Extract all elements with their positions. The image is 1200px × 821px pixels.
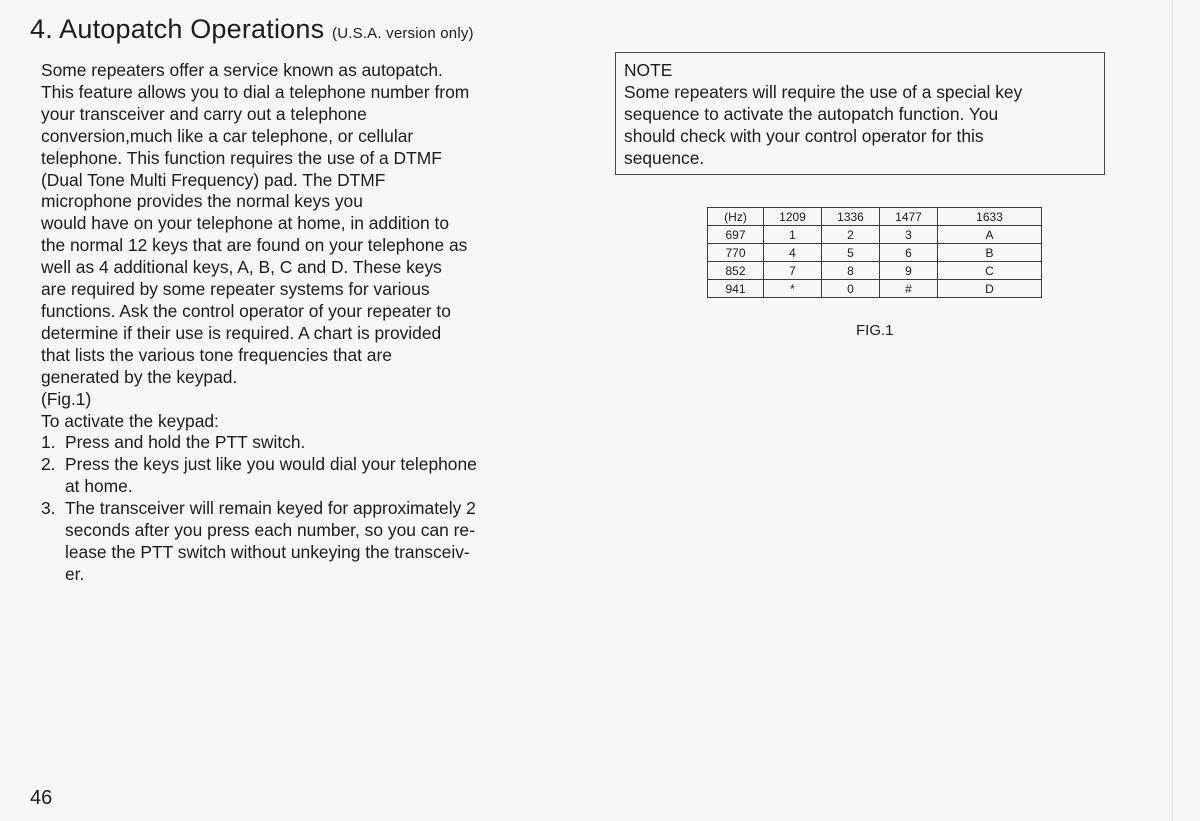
dtmf-row-frequency: 697 bbox=[708, 226, 764, 244]
step-item bbox=[41, 454, 561, 498]
intro-line: that lists the various tone frequencies that are bbox=[41, 344, 392, 365]
intro-line: (Fig.1) bbox=[41, 388, 92, 409]
step-text-line: Press and hold the PTT switch. bbox=[65, 432, 306, 453]
intro-line: microphone provides the normal keys you bbox=[41, 191, 363, 212]
section-title: Autopatch Operations bbox=[59, 14, 325, 44]
dtmf-key-cell: 6 bbox=[880, 244, 938, 262]
dtmf-key-cell: 4 bbox=[764, 244, 822, 262]
intro-line: telephone. This function requires the use of a DTMF bbox=[41, 147, 442, 168]
intro-line: This feature allows you to dial a telephone number from bbox=[41, 81, 470, 102]
step-text-line: seconds after you press each number, so you can re- bbox=[65, 520, 475, 541]
dtmf-row-frequency: 770 bbox=[708, 244, 764, 262]
section-number: 4. bbox=[30, 14, 53, 44]
dtmf-key-cell: # bbox=[880, 280, 938, 298]
dtmf-key-cell: 9 bbox=[880, 262, 938, 280]
step-text-line: lease the PTT switch without unkeying the transceiv- bbox=[65, 541, 470, 562]
dtmf-header-cell: 1209 bbox=[764, 208, 822, 226]
steps-list bbox=[41, 432, 561, 585]
intro-line: (Dual Tone Multi Frequency) pad. The DTMF bbox=[41, 169, 386, 190]
section-heading bbox=[30, 14, 474, 45]
intro-line: would have on your telephone at home, in addition to bbox=[41, 213, 450, 234]
page-edge-line bbox=[1172, 0, 1173, 821]
intro-line: To activate the keypad: bbox=[41, 410, 219, 431]
dtmf-header-cell: 1477 bbox=[880, 208, 938, 226]
section-subtitle: (U.S.A. version only) bbox=[332, 25, 474, 42]
note-text bbox=[624, 81, 1096, 169]
dtmf-header-cell: 1336 bbox=[822, 208, 880, 226]
step-text-line: Press the keys just like you would dial your telephone bbox=[65, 454, 477, 475]
dtmf-key-cell: 8 bbox=[822, 262, 880, 280]
dtmf-row bbox=[708, 226, 1042, 244]
dtmf-key-cell: 7 bbox=[764, 262, 822, 280]
intro-line: determine if their use is required. A chart is provided bbox=[41, 322, 442, 343]
dtmf-header-cell: 1633 bbox=[938, 208, 1042, 226]
intro-line: your transceiver and carry out a telephone bbox=[41, 103, 367, 124]
intro-line: well as 4 additional keys, A, B, C and D. These keys bbox=[41, 257, 442, 278]
note-line: sequence. bbox=[624, 148, 705, 168]
intro-line: the normal 12 keys that are found on your telephone as bbox=[41, 235, 468, 256]
note-box bbox=[615, 52, 1105, 175]
intro-line: generated by the keypad. bbox=[41, 366, 238, 387]
dtmf-key-cell: 1 bbox=[764, 226, 822, 244]
dtmf-header-cell: (Hz) bbox=[708, 208, 764, 226]
intro-paragraph bbox=[41, 60, 561, 432]
intro-line: are required by some repeater systems for various bbox=[41, 279, 430, 300]
dtmf-row-frequency: 852 bbox=[708, 262, 764, 280]
step-text-line: The transceiver will remain keyed for approximately 2 bbox=[65, 498, 476, 519]
dtmf-key-cell: 0 bbox=[822, 280, 880, 298]
dtmf-row bbox=[708, 244, 1042, 262]
dtmf-header-row bbox=[708, 208, 1042, 226]
page-number: 46 bbox=[30, 787, 53, 809]
note-line: Some repeaters will require the use of a special key bbox=[624, 82, 1023, 102]
note-title: NOTE bbox=[624, 60, 673, 80]
dtmf-row-frequency: 941 bbox=[708, 280, 764, 298]
step-item bbox=[41, 432, 561, 454]
step-number: 1. bbox=[41, 432, 56, 453]
intro-line: Some repeaters offer a service known as autopatch. bbox=[41, 60, 443, 80]
step-text-line: er. bbox=[65, 563, 85, 584]
step-number: 2. bbox=[41, 454, 56, 475]
dtmf-row bbox=[708, 280, 1042, 298]
dtmf-key-cell: 3 bbox=[880, 226, 938, 244]
dtmf-key-cell: 5 bbox=[822, 244, 880, 262]
dtmf-frequency-table bbox=[707, 207, 1042, 298]
dtmf-key-cell: B bbox=[938, 244, 1042, 262]
dtmf-key-cell: 2 bbox=[822, 226, 880, 244]
intro-line: conversion,much like a car telephone, or cellular bbox=[41, 125, 414, 146]
body-text bbox=[41, 60, 561, 586]
note-line: sequence to activate the autopatch function. You bbox=[624, 104, 999, 124]
dtmf-row bbox=[708, 262, 1042, 280]
dtmf-key-cell: D bbox=[938, 280, 1042, 298]
step-number: 3. bbox=[41, 498, 56, 519]
dtmf-key-cell: * bbox=[764, 280, 822, 298]
dtmf-key-cell: C bbox=[938, 262, 1042, 280]
step-text-line: at home. bbox=[65, 476, 133, 497]
intro-line: functions. Ask the control operator of your repeater to bbox=[41, 300, 451, 321]
step-item bbox=[41, 498, 561, 586]
dtmf-key-cell: A bbox=[938, 226, 1042, 244]
note-line: should check with your control operator for this bbox=[624, 126, 984, 146]
figure-caption: FIG.1 bbox=[856, 322, 894, 339]
